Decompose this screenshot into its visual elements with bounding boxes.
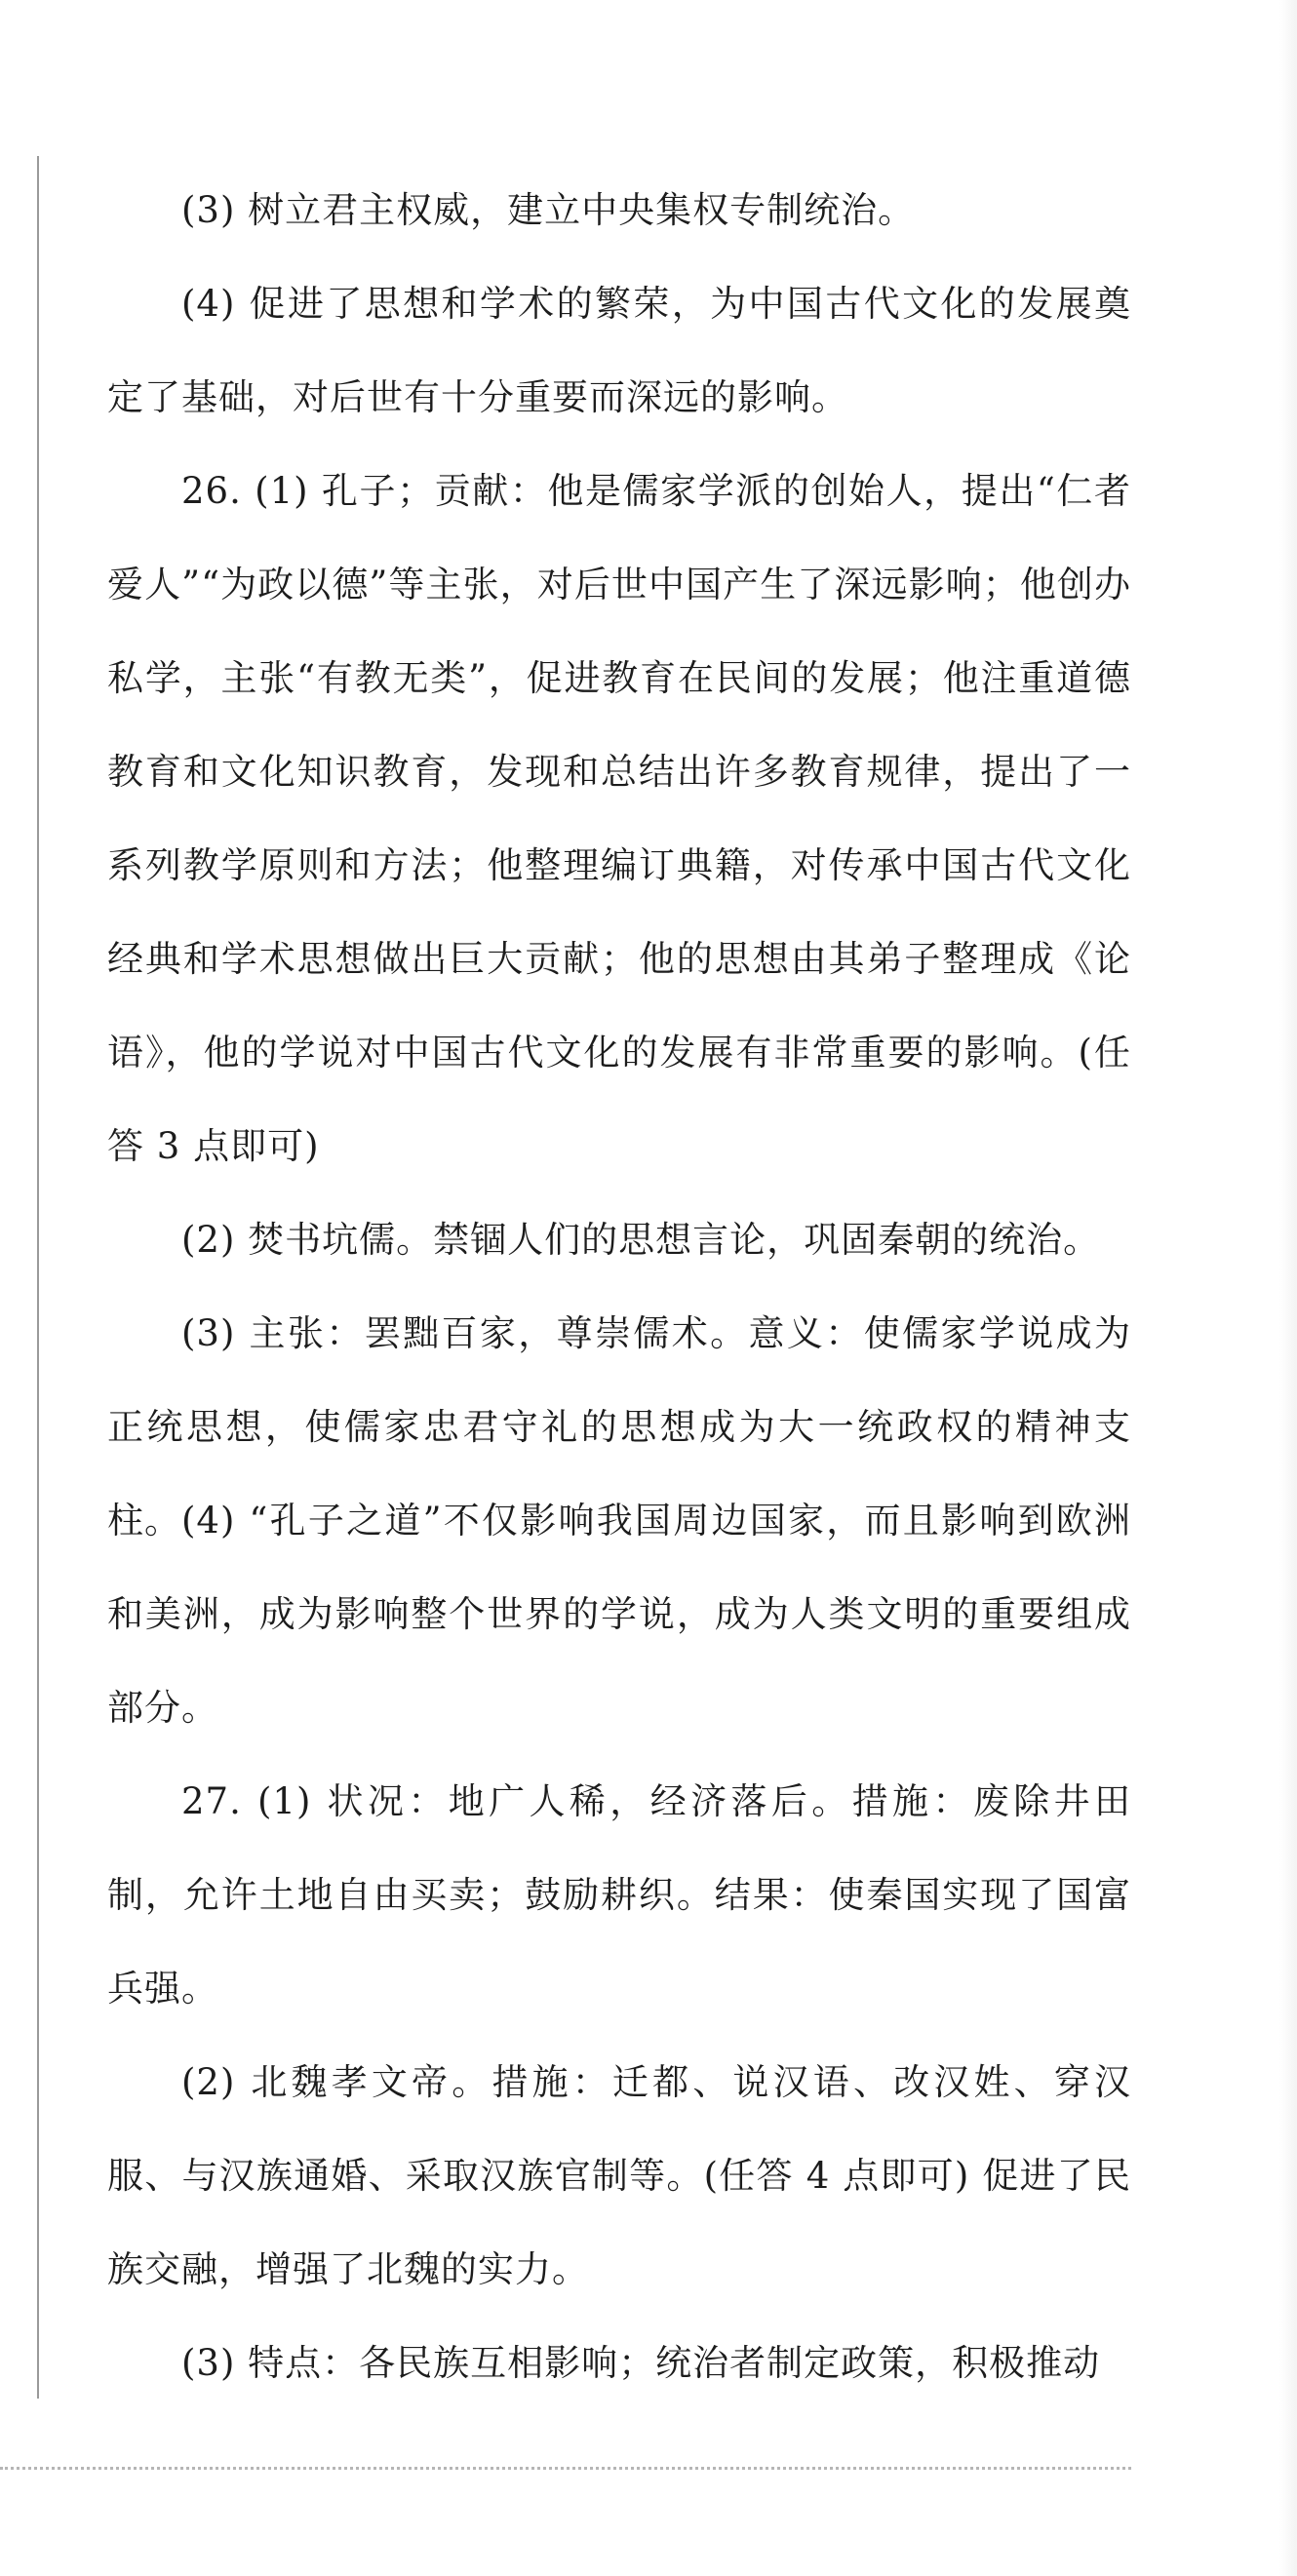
answer-paragraph-26-3: (3) 主张：罢黜百家，尊崇儒术。意义：使儒家学说成为正统思想，使儒家忠君守礼的思想成为大一统政权的精神支柱。 — [107, 1312, 1131, 1542]
answer-paragraph-26-1: 26. (1) 孔子；贡献：他是儒家学派的创始人，提出“仁者爱人”“为政以德”等主张，对后世中国产生了深远影响；他创办私学，主张“有教无类”，促进教育在民间的发展；他注重道德教育和文化知识教育，发现和总结出许多教育规律，提出了一系列教学原则和方法；他整理编订典籍，对传承中国古代文化经典和学术思想做出巨大贡献；他的思想由其弟子整理成《论语》，他的学说对中国古代文化的发展有非常重要的影响。(任答 3 点即可) — [107, 470, 1131, 1167]
answer-paragraph-27-2: (2) 北魏孝文帝。措施：迁都、说汉语、改汉姓、穿汉服、与汉族通婚、采取汉族官制等。(任答 4 点即可) 促进了民族交融，增强了北魏的实力。 — [107, 2061, 1131, 2290]
answer-paragraph-27-3: (3) 特点：各民族互相影响；统治者制定政策，积极推动 — [181, 2342, 1101, 2384]
page-edge-shadow — [1279, 0, 1297, 2576]
answer-paragraph-25-3: (3) 树立君主权威，建立中央集权专制统治。 — [181, 189, 916, 231]
answer-paragraph-25-4: (4) 促进了思想和学术的繁荣，为中国古代文化的发展奠定了基础，对后世有十分重要而深远的影响。 — [107, 283, 1131, 418]
binding-margin-line — [37, 156, 39, 2399]
answer-paragraph-26-2: (2) 焚书坑儒。禁锢人们的思想言论，巩固秦朝的统治。 — [181, 1219, 1101, 1261]
answer-paragraph-26-4: (4) “孔子之道”不仅影响我国周边国家，而且影响到欧洲和美洲，成为影响整个世界的学说，成为人类文明的重要组成部分。 — [107, 1500, 1131, 1729]
page-bottom-dotted-rule — [0, 2467, 1131, 2470]
answer-paragraph-27-1: 27. (1) 状况：地广人稀，经济落后。措施：废除井田制，允许土地自由买卖；鼓励耕织。结果：使秦国实现了国富兵强。 — [107, 1780, 1131, 2010]
